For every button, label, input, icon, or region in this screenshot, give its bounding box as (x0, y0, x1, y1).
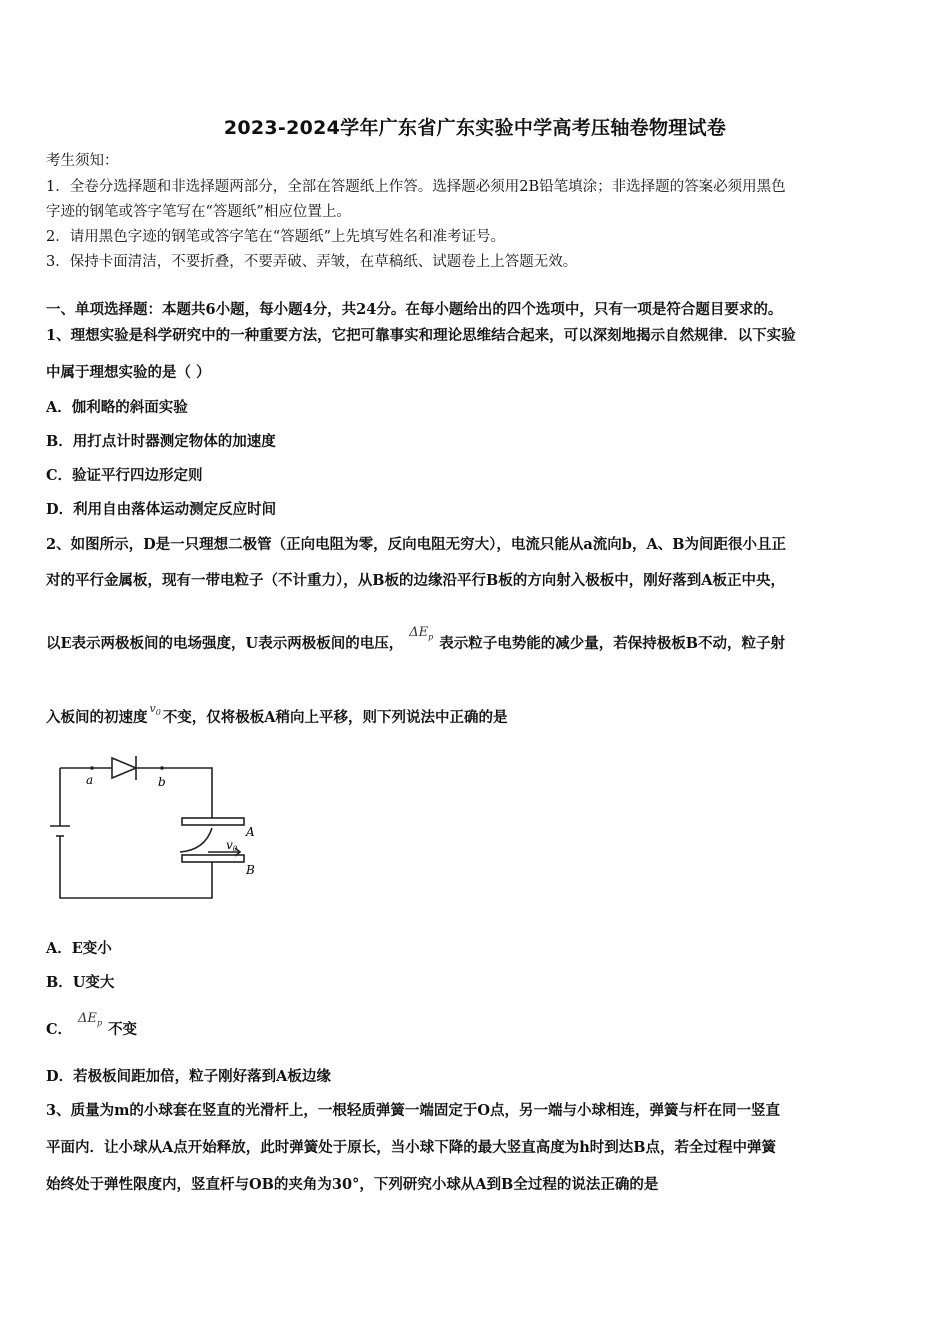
q2-option-c-suffix: 不变 (108, 1021, 138, 1038)
q3-stem-a: 3、质量为m的小球套在竖直的光滑杆上，一根轻质弹簧一端固定于O点，另一端与小球相连，弹簧与杆在同一竖直 (46, 1102, 781, 1119)
wire-bottom (60, 836, 212, 898)
q2-option-c-prefix: C． (46, 1021, 73, 1038)
q1-stem-a: 1、理想实验是科学研究中的一种重要方法，它把可靠事实和理论思维结合起来，可以深刻地揭示自然规律．以下实验 (46, 327, 796, 344)
label-b: b (158, 775, 166, 789)
delta-ep-formula-c: $\Delta E_p$ (78, 1011, 103, 1028)
wire-top-right (136, 768, 212, 818)
notice-item-1b: 字迹的钢笔或答字笔写在“答题纸”相应位置上。 (46, 204, 351, 220)
q2-option-a: A．E变小 (46, 940, 112, 957)
diode-icon (112, 758, 136, 778)
delta-ep-formula: $\Delta E_p$ (409, 625, 434, 642)
plate-b (182, 855, 244, 862)
q2-option-b: B．U变大 (46, 974, 115, 991)
q1-option-b: B．用打点计时器测定物体的加速度 (46, 433, 276, 450)
v0-formula: v0 (149, 702, 161, 718)
q2-stem-c-part2: 表示粒子电势能的减少量，若保持极板B不动，粒子射 (439, 635, 785, 652)
circuit-diagram (40, 748, 280, 908)
q3-stem-c: 始终处于弹性限度内，竖直杆与OB的夹角为30°，下列研究小球从A到B全过程的说法正确的是 (46, 1176, 659, 1193)
q3-stem-b: 平面内．让小球从A点开始释放，此时弹簧处于原长，当小球下降的最大竖直高度为h时到达B点，若全过程中弹簧 (46, 1139, 777, 1156)
label-v0: v0 (226, 838, 238, 853)
q2-stem-b: 对的平行金属板，现有一带电粒子（不计重力），从B板的边缘沿平行B板的方向射入极板中，刚好落到A板正中央， (46, 572, 786, 589)
particle-trajectory (180, 828, 212, 852)
q1-option-c: C．验证平行四边形定则 (46, 467, 203, 484)
q2-stem-c (46, 625, 916, 660)
section-heading: 一、单项选择题：本题共6小题，每小题4分，共24分。在每小题给出的四个选项中，只有一项是符合题目要求的。 (46, 301, 783, 318)
notice-item-2: 2．请用黑色字迹的钢笔或答字笔在“答题纸”上先填写姓名和准考证号。 (46, 229, 506, 245)
plate-a (182, 818, 244, 825)
notice-item-3: 3．保持卡面清洁，不要折叠，不要弄破、弄皱，在草稿纸、试题卷上上答题无效。 (46, 254, 578, 270)
notice-heading: 考生须知： (46, 153, 119, 169)
q2-stem-d-part1: 入板间的初速度 (46, 709, 148, 726)
q2-option-d: D．若极板间距加倍，粒子刚好落到A板边缘 (46, 1068, 331, 1085)
q2-stem-d (46, 702, 916, 733)
q2-stem-a: 2、如图所示，D是一只理想二极管（正向电阻为零，反向电阻无穷大），电流只能从a流向b，A、B为间距很小且正 (46, 536, 786, 553)
q2-stem-c-part1: 以E表示两极板间的电场强度，U表示两极板间的电压， (46, 635, 404, 652)
q1-stem-b: 中属于理想实验的是（ ） (46, 364, 211, 381)
notice-item-1a: 1．全卷分选择题和非选择题两部分，全部在答题纸上作答。选择题必须用2B铅笔填涂；非选择题的答案必须用黑色 (46, 179, 786, 195)
label-plate-b: B (246, 863, 255, 877)
label-plate-a: A (246, 825, 255, 839)
label-a: a (86, 773, 94, 787)
q1-option-a: A．伽利略的斜面实验 (46, 399, 188, 416)
q1-option-d: D．利用自由落体运动测定反应时间 (46, 501, 277, 518)
q2-option-c (46, 1011, 916, 1046)
exam-title: 2023-2024学年广东省广东实验中学高考压轴卷物理试卷 (223, 117, 727, 139)
q2-stem-d-part2: 不变，仅将极板A稍向上平移，则下列说法中正确的是 (162, 709, 508, 726)
